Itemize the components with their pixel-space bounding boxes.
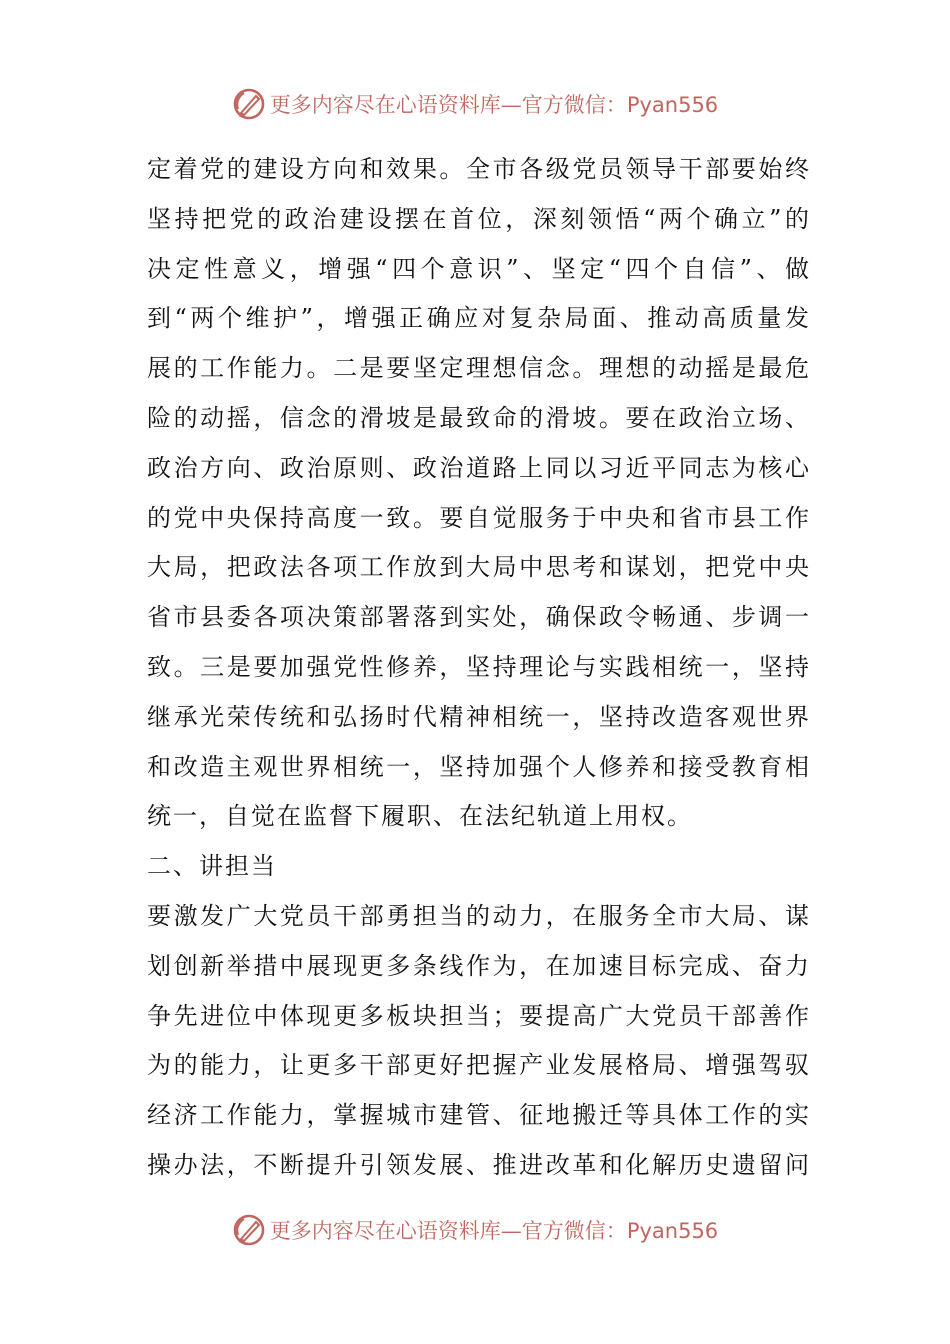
body-line: 经济工作能力，掌握城市建管、征地搬迁等具体工作的实 (147, 1101, 809, 1130)
header-watermark-text: 更多内容尽在心语资料库—官方微信： (269, 93, 627, 117)
body-line: 决定性意义，增强“四个意识”、坚定“四个自信”、做 (147, 254, 809, 283)
body-line: 要激发广大党员干部勇担当的动力，在服务全市大局、谋 (147, 901, 809, 930)
pen-logo-icon (232, 1213, 266, 1247)
footer-watermark-text: 更多内容尽在心语资料库—官方微信： (269, 1219, 627, 1243)
body-line: 划创新举措中展现更多条线作为，在加速目标完成、奋力 (147, 951, 809, 980)
body-line: 致。三是要加强党性修养，坚持理论与实践相统一，坚持 (147, 652, 809, 681)
body-line: 政治方向、政治原则、政治道路上同以习近平同志为核心 (147, 453, 809, 482)
body-line: 和改造主观世界相统一，坚持加强个人修养和接受教育相 (147, 752, 809, 781)
body-line: 到“两个维护”，增强正确应对复杂局面、推动高质量发 (147, 304, 809, 333)
body-line: 争先进位中体现更多板块担当；要提高广大党员干部善作 (147, 1001, 809, 1030)
document-body (147, 145, 809, 1191)
body-line: 统一，自觉在监督下履职、在法纪轨道上用权。 (147, 802, 693, 831)
body-line: 为的能力，让更多干部更好把握产业发展格局、增强驾驭 (147, 1051, 809, 1080)
body-line: 定着党的建设方向和效果。全市各级党员领导干部要始终 (147, 155, 809, 183)
body-line: 省市县委各项决策部署落到实处，确保政令畅通、步调一 (147, 603, 809, 632)
body-line: 大局，把政法各项工作放到大局中思考和谋划，把党中央 (147, 553, 809, 582)
header-wechat-id: Pyan556 (626, 93, 719, 117)
body-line: 险的动摇，信念的滑坡是最致命的滑坡。要在政治立场、 (147, 403, 809, 432)
body-line: 的党中央保持高度一致。要自觉服务于中央和省市县工作 (147, 503, 809, 532)
body-line: 操办法，不断提升引领发展、推进改革和化解历史遗留问 (147, 1150, 809, 1179)
pen-logo-icon (232, 87, 266, 121)
body-line: 展的工作能力。二是要坚定理想信念。理想的动摇是最危 (147, 354, 809, 383)
body-line: 继承光荣传统和弘扬时代精神相统一，坚持改造客观世界 (147, 702, 809, 731)
section-heading: 二、讲担当 (147, 852, 277, 881)
header-watermark (0, 82, 950, 126)
footer-watermark (0, 1208, 950, 1252)
body-line: 坚持把党的政治建设摆在首位，深刻领悟“两个确立”的 (147, 204, 809, 233)
footer-wechat-id: Pyan556 (626, 1219, 719, 1243)
